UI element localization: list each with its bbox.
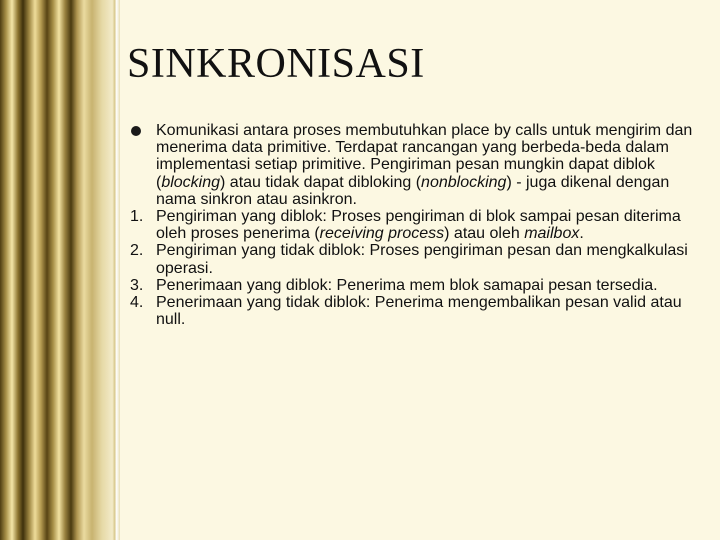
item-1-italic-mailbox: mailbox (524, 225, 580, 243)
list-item-3 (130, 277, 700, 294)
item-1-text-1: Pengiriman yang diblok: Proses pengiriman di blok sampai pesan diterima oleh proses penerima ( (156, 208, 681, 243)
item-2-text: Pengiriman yang tidak diblok: Proses pengiriman pesan dan mengkalkulasi operasi. (156, 242, 688, 277)
list-item-4 (130, 294, 700, 328)
list-number: 1. (130, 208, 144, 226)
list-number: 3. (130, 276, 144, 294)
slide-title: SINKRONISASI (127, 41, 425, 87)
list-number: 2. (130, 242, 144, 260)
decorative-edge (112, 0, 120, 540)
bullet-icon (131, 126, 141, 136)
list-number: 4. (130, 294, 144, 312)
intro-italic-blocking: blocking (161, 173, 221, 191)
item-3-text: Penerimaan yang diblok: Penerima mem blok samapai pesan tersedia. (156, 276, 658, 294)
intro-text-2: ) atau tidak dapat dibloking ( (220, 173, 422, 191)
intro-text-3: ) - juga dikenal dengan nama sinkron atau asinkron. (156, 173, 670, 208)
intro-text-1: Komunikasi antara proses membutuhkan place by calls untuk mengirim dan menerima data primitive. Terdapat rancangan yang berbeda-beda dalam implementasi setiap primitive. Pengiriman pesan mungkin dapat diblok ( (156, 122, 693, 191)
list-item-intro (130, 122, 700, 208)
item-1-italic-receiving: receiving process (319, 225, 445, 243)
content-list (130, 122, 700, 328)
list-item-2 (130, 242, 700, 276)
decorative-gold-stripes (0, 0, 112, 540)
intro-italic-nonblocking: nonblocking (421, 173, 507, 191)
item-4-text: Penerimaan yang tidak diblok: Penerima mengembalikan pesan valid atau null. (156, 294, 682, 329)
item-1-text-2: ) atau oleh (444, 225, 525, 243)
item-1-text-3: . (579, 225, 584, 243)
list-item-1 (130, 208, 700, 242)
